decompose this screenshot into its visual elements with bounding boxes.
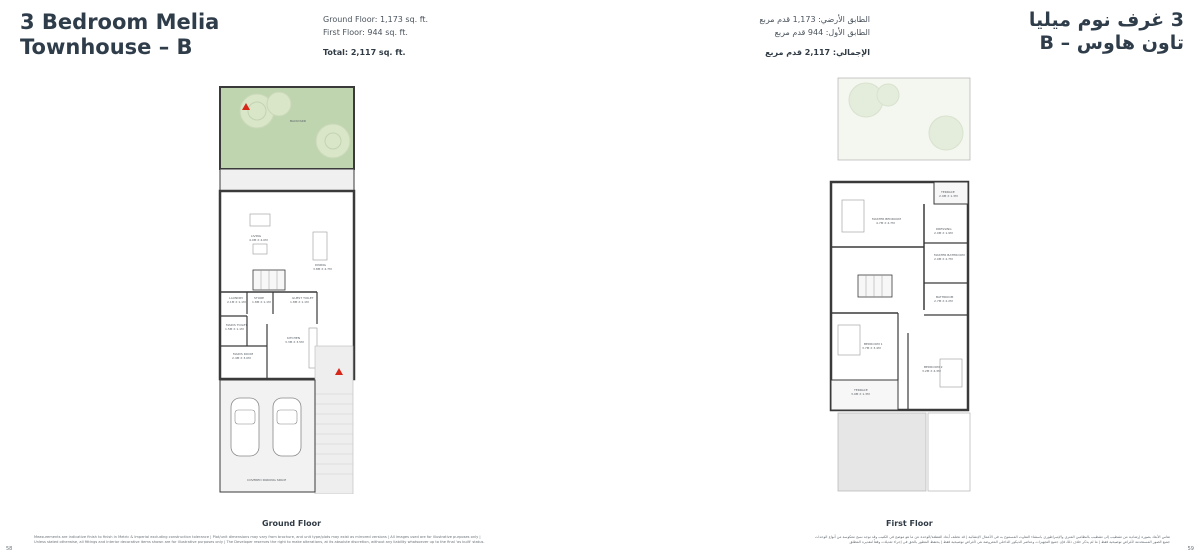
- room-label-dressing: DRESSING: [936, 227, 952, 231]
- room-label-bedroom-1: BEDROOM 1: [864, 342, 883, 346]
- disclaimer-ar-line-1: تقاس الأبعاد بصورة إرشادية من تشطيب إلى تشطيب بالنظامين المتري والإمبراطوري باستثناء التفاوت المسموح به في الأعمال الإنشائية | قد تختلف أبعاد القطعة/الوحدة عن ما هو موضح في الكتيب وقد توجد نسخ معكوسة من أنواع الوحدات: [814, 535, 1170, 539]
- tree-icon: [267, 92, 291, 116]
- ground-floor-area: Ground Floor: 1,173 sq. ft.: [323, 15, 429, 24]
- room-label-guest-toilet: GUEST TOILET: [292, 296, 314, 300]
- title-arabic: [1029, 9, 1184, 55]
- disclaimer-line-1: Measurements are indicative finish to finish in Metric & Imperial excluding construction tolerance | Plot/unit dimensions may vary from brochure, and unit type/plots may exist as mirrored versions | All images used are for illustrative purposes only |: [34, 535, 481, 539]
- room-dim-maids-toilet: 1.5M X 1.1M: [225, 327, 244, 331]
- car-icon: [273, 398, 301, 456]
- room-label-living: LIVING: [251, 234, 262, 238]
- room-label-bathroom: BATHROOM: [936, 295, 954, 299]
- room-dim-maids-room: 2.4M X 3.0M: [232, 356, 251, 360]
- room-label-parking: COVERED PARKING SPACE: [247, 478, 287, 482]
- room-label-kitchen: KITCHEN: [287, 336, 300, 340]
- room-label-bedroom-2: BEDROOM 2: [924, 365, 943, 369]
- title-ar-line-2: تاون هاوس – B: [1039, 32, 1184, 54]
- room-dim-kitchen: 3.3M X 3.5M: [285, 340, 304, 344]
- ground-floor-plan: [217, 84, 357, 494]
- room-label-laundry: LAUNDRY: [229, 296, 244, 300]
- walkway-below: [928, 413, 970, 491]
- areas-arabic: [759, 13, 870, 59]
- ground-floor-drawing: [217, 84, 357, 494]
- car-icon: [231, 398, 259, 456]
- room-dim-bathroom: 2.7M X 2.2M: [934, 299, 953, 303]
- title-english: [20, 10, 219, 60]
- tree-icon: [929, 116, 963, 150]
- room-dim-laundry: 2.1M X 1.1M: [227, 300, 246, 304]
- carport-roof: [838, 413, 926, 491]
- first-floor-label: First Floor: [886, 519, 933, 528]
- room-dim-terrace-top: 2.9M X 1.3M: [939, 194, 958, 198]
- tree-icon: [877, 84, 899, 106]
- first-floor-area: First Floor: 944 sq. ft.: [323, 28, 408, 37]
- first-floor-drawing: [828, 75, 978, 495]
- title-line-1: 3 Bedroom Melia: [20, 10, 220, 34]
- title-line-2: Townhouse – B: [20, 35, 193, 59]
- page-number-right: 59: [1187, 546, 1194, 552]
- first-floor-plan: [828, 75, 978, 495]
- room-label-master-bedroom: MASTER BEDROOM: [872, 217, 901, 221]
- room-dim-master-bathroom: 2.0M X 2.7M: [934, 257, 953, 261]
- ground-floor-area-ar: الطابق الأرضي: 1,173 قدم مربع: [759, 15, 870, 24]
- room-label-terrace-top: TERRACE: [941, 190, 955, 194]
- room-dim-bedroom-2: 3.2M X 4.3M: [922, 369, 941, 373]
- room-label-maids-toilet: MAIDS TOILET: [226, 323, 248, 327]
- room-dim-guest-toilet: 1.8M X 1.1M: [290, 300, 309, 304]
- page-number-left: 58: [6, 546, 13, 552]
- first-floor-area-ar: الطابق الأول: 944 قدم مربع: [774, 28, 870, 37]
- staircase: [858, 275, 892, 297]
- room-label-backyard: BACKYARD: [290, 119, 307, 123]
- entry-walkway: [315, 346, 353, 494]
- room-dim-dressing: 2.0M X 1.9M: [934, 231, 953, 235]
- disclaimer-ar-line-2: جميع الصور المستخدمة لأغراض توضيحية فقط | ما لم يذكر خلاف ذلك فإن جميع التجهيزات وعناصر الديكور الداخلي المعروضة هي لأغراض توضيحية فقط | يحتفظ المطور بالحق في إجراء تعديلات وفقاً لتقديره المطلق: [849, 540, 1170, 544]
- room-label-master-bathroom: MASTER BATHROOM: [934, 253, 965, 257]
- disclaimer-line-2: Unless stated otherwise, all fittings and interior decorative items shown are for illustrative purposes only | The Developer reserves the right to make alterations, at its absolute discretion, without any liability whatsoever up to the final 'as built' status.: [34, 540, 485, 544]
- room-dim-store: 1.8M X 1.1M: [252, 300, 271, 304]
- room-dim-dining: 3.8M X 4.7M: [313, 267, 332, 271]
- disclaimer-english: [34, 535, 554, 545]
- areas-english: [323, 13, 428, 59]
- title-ar-line-1: 3 غرف نوم ميليا: [1028, 9, 1184, 31]
- room-label-maids-room: MAIDS ROOM: [233, 352, 254, 356]
- patio-area: [220, 169, 354, 191]
- room-label-store: STORE: [254, 296, 265, 300]
- room-dim-master-bedroom: 4.7M X 4.7M: [876, 221, 895, 225]
- ground-floor-label: Ground Floor: [262, 519, 322, 528]
- room-dim-terrace-bottom: 3.9M X 1.3M: [851, 392, 870, 396]
- room-dim-living: 4.0M X 4.0M: [249, 238, 268, 242]
- total-area-ar: الإجمالي: 2,117 قدم مربع: [765, 48, 870, 57]
- room-label-terrace-bottom: TERRACE: [854, 388, 868, 392]
- tree-icon: [316, 124, 350, 158]
- room-label-dining: DINING: [315, 263, 326, 267]
- disclaimer-arabic: [650, 535, 1170, 545]
- total-area: Total: 2,117 sq. ft.: [323, 48, 406, 57]
- room-dim-bedroom-1: 3.7M X 3.4M: [862, 346, 881, 350]
